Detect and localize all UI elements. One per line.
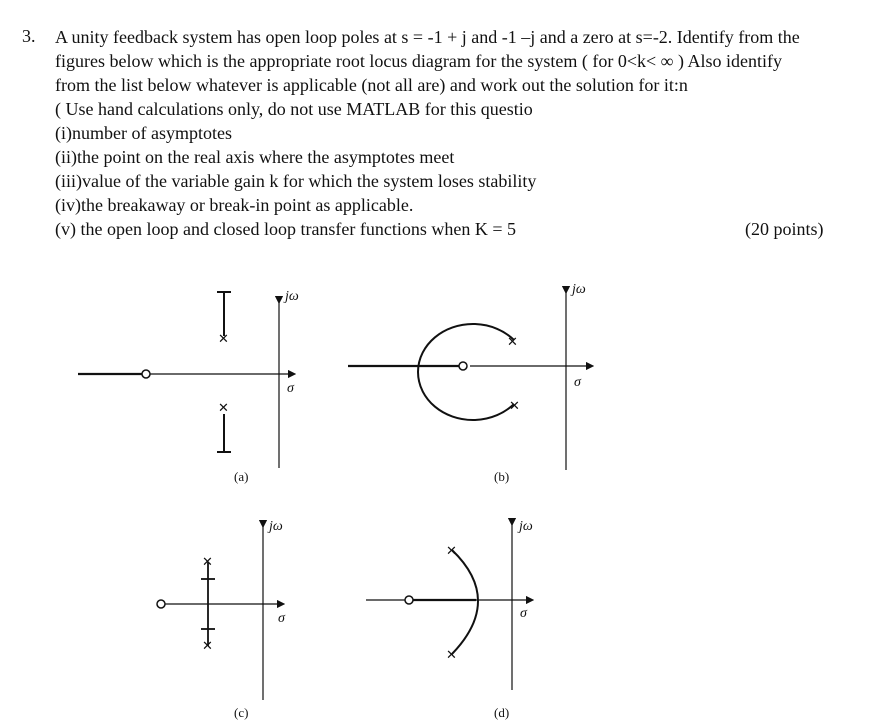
jw-label: jω	[519, 519, 533, 534]
sigma-label: σ	[287, 381, 294, 396]
question-line: A unity feedback system has open loop poles at s = -1 + j and -1 –j and a zero at s=-2. Identify from the	[55, 27, 800, 47]
item-iii: (iii)value of the variable gain k for which the system loses stability	[55, 171, 537, 191]
jw-label: jω	[285, 289, 299, 304]
pole-marker: ✕	[509, 398, 520, 413]
question-line: from the list below whatever is applicable (not all are) and work out the solution for it:n	[55, 75, 688, 95]
figure-c	[157, 519, 286, 720]
question-line: ( Use hand calculations only, do not use MATLAB for this questio	[55, 99, 533, 119]
figure-label: (c)	[234, 705, 249, 720]
sigma-label: σ	[520, 606, 527, 621]
question-number: 3.	[22, 26, 36, 46]
figure-label: (d)	[494, 705, 510, 720]
question-line: figures below which is the appropriate root locus diagram for the system ( for 0<k< ∞ ) Also identify	[55, 51, 782, 71]
pole-marker: ✕	[202, 638, 213, 653]
sigma-label: σ	[574, 375, 581, 390]
pole-marker: ✕	[446, 543, 457, 558]
pole-marker: ✕	[507, 334, 518, 349]
pole-marker: ✕	[446, 647, 457, 662]
zero-marker	[405, 596, 413, 604]
figure-label: (a)	[234, 469, 249, 484]
figure-d	[366, 519, 533, 720]
locus-arc	[418, 324, 514, 420]
item-iv: (iv)the breakaway or break-in point as applicable.	[55, 195, 414, 215]
sigma-label: σ	[278, 611, 285, 626]
locus-arc	[452, 550, 478, 654]
jw-label: jω	[572, 282, 586, 297]
zero-marker	[459, 362, 467, 370]
points-label: (20 points)	[745, 219, 824, 239]
pole-marker: ✕	[218, 331, 229, 346]
pole-marker: ✕	[202, 554, 213, 569]
zero-marker	[142, 370, 150, 378]
item-v: (v) the open loop and closed loop transfer functions when K = 5	[55, 219, 517, 239]
item-ii: (ii)the point on the real axis where the asymptotes meet	[55, 147, 455, 167]
jw-label: jω	[269, 519, 283, 534]
zero-marker	[157, 600, 165, 608]
pole-marker: ✕	[218, 400, 229, 415]
figure-label: (b)	[494, 469, 510, 484]
figure-a	[78, 289, 299, 484]
item-i: (i)number of asymptotes	[55, 123, 232, 143]
figure-b	[348, 282, 590, 484]
